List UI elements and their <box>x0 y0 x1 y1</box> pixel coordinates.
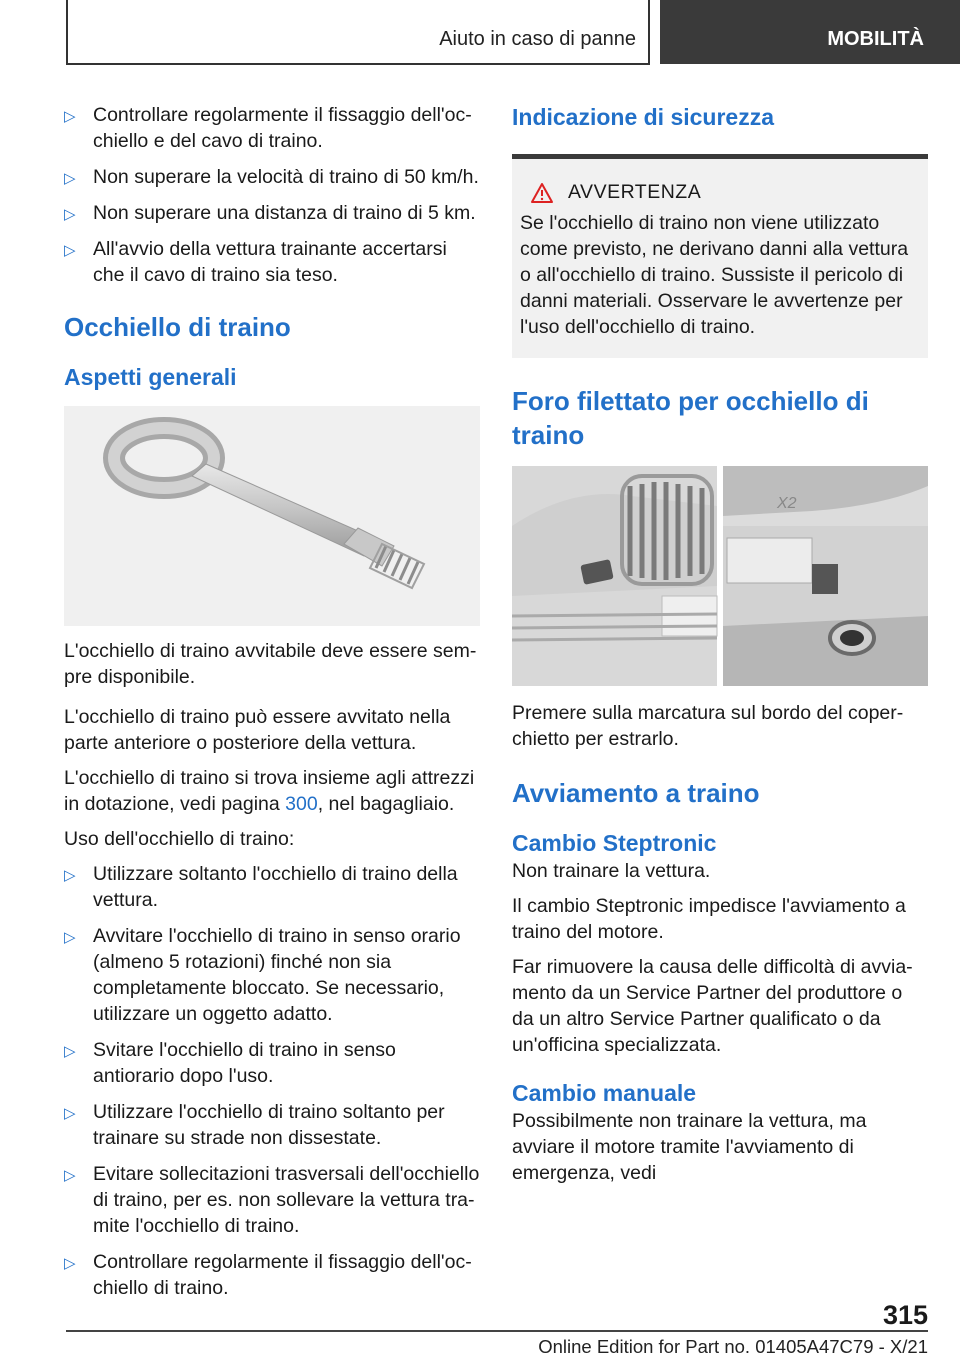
triangle-bullet-icon: ▷ <box>64 170 76 187</box>
left-column <box>64 100 480 1311</box>
footer-edition: Online Edition for Part no. 01405A47C79 - X/21 <box>538 1336 928 1357</box>
warning-header <box>520 181 920 204</box>
paragraph: Far rimuovere la causa delle difficoltà di avviamento da un Service Partner del produttore o da un altro Service Partner qualificato o da un'officina specializzata. <box>512 956 913 1056</box>
header-divider <box>648 0 650 64</box>
triangle-bullet-icon: ▷ <box>64 867 76 884</box>
list-item: ▷ Svitare l'occhiello di traino in senso antiorario dopo l'uso. <box>64 1039 396 1087</box>
list-item: ▷ Non superare una distanza di traino di 5 km. <box>64 200 480 226</box>
triangle-bullet-icon: ▷ <box>64 929 76 946</box>
paragraph: Premere sulla marcatura sul bordo del coperchietto per estrarlo. <box>512 702 904 750</box>
page-number: 315 <box>882 1300 928 1330</box>
paragraph: Uso dell'occhiello di traino: <box>64 828 295 850</box>
list-item: ▷ Evitare sollecitazioni trasversali dell'occhiello di traino, per es. non sollevare la vettura tramite l'occhiello di traino. <box>64 1163 480 1237</box>
heading-aspetti-generali: Aspetti generali <box>64 364 237 390</box>
paragraph: L'occhiello di traino avvitabile deve essere sempre disponibile. <box>64 640 477 688</box>
heading-occhiello: Occhiello di traino <box>64 312 291 342</box>
header-chapter-title: MOBILITÀ <box>827 28 924 50</box>
warning-label: AVVERTENZA <box>568 181 702 203</box>
bullet-list-usage <box>64 861 480 1301</box>
bullet-list-cable <box>64 102 480 288</box>
page-link[interactable]: 300 <box>285 793 318 815</box>
triangle-bullet-icon: ▷ <box>64 1167 76 1184</box>
triangle-bullet-icon: ▷ <box>64 1043 76 1060</box>
warning-box <box>512 154 928 358</box>
triangle-bullet-icon: ▷ <box>64 206 76 223</box>
list-item: ▷ All'avvio della vettura trainante accertarsi che il cavo di traino sia teso. <box>64 238 447 286</box>
car-bumper-icon <box>512 466 928 686</box>
heading-sicurezza: Indicazione di sicurezza <box>512 104 775 130</box>
warning-text: Se l'occhiello di traino non viene utilizzato come previsto, ne derivano danni alla vettura o all'occhiello di traino. Sussiste il pericolo di danni materiali. Osservare le avvertenze per l'uso dell'occhiello di traino. <box>520 212 909 338</box>
list-item: ▷ Controllare regolarmente il fissaggio dell'occhiello e del cavo di traino. <box>64 104 472 152</box>
triangle-bullet-icon: ▷ <box>64 1255 76 1272</box>
list-item: ▷ Utilizzare l'occhiello di traino soltanto per trainare su strade non dissestate. <box>64 1101 445 1149</box>
footer-rule <box>66 1330 928 1332</box>
header-bottom-rule <box>66 63 650 65</box>
heading-avviamento-traino: Avviamento a traino <box>512 778 760 808</box>
paragraph: Non trainare la vettura. <box>512 860 711 882</box>
list-item: ▷ Avvitare l'occhiello di traino in senso orario (almeno 5 rotazioni) finché non sia completamente bloccato. Se necessario, utilizzare un oggetto adatto. <box>64 925 461 1025</box>
tow-eye-icon <box>64 406 480 626</box>
paragraph: Il cambio Steptronic impedisce l'avviamento a traino del motore. <box>512 895 906 943</box>
paragraph: Possibilmente non trainare la vettura, ma avviare il motore tramite l'avviamento di emergenza, vedi <box>512 1110 867 1184</box>
header-chapter-tab <box>660 0 960 64</box>
tow-eye-illustration <box>64 406 480 626</box>
header-left-rule <box>66 0 68 64</box>
right-column <box>512 100 928 1195</box>
header-section-title: Aiuto in caso di panne <box>439 28 636 50</box>
heading-cambio-manuale: Cambio manuale <box>512 1080 697 1106</box>
paragraph: L'occhiello di traino può essere avvitato nella parte anteriore o posteriore della vettura. <box>64 706 451 754</box>
car-badge-text: X2 <box>777 495 797 512</box>
triangle-bullet-icon: ▷ <box>64 108 76 125</box>
triangle-bullet-icon: ▷ <box>64 1105 76 1122</box>
car-photo <box>512 466 928 686</box>
list-item: ▷ Non superare la velocità di traino di 50 km/h. <box>64 164 480 190</box>
warning-triangle-icon <box>530 182 554 204</box>
list-item: ▷ Utilizzare soltanto l'occhiello di traino della vettura. <box>64 863 458 911</box>
heading-foro-filettato: Foro filettato per occhiello di traino <box>512 386 869 450</box>
triangle-bullet-icon: ▷ <box>64 242 76 259</box>
list-item: ▷ Controllare regolarmente il fissaggio dell'occhiello di traino. <box>64 1251 472 1299</box>
heading-steptronic: Cambio Steptronic <box>512 830 717 856</box>
paragraph: L'occhiello di traino si trova insieme agli attrezzi in dotazione, vedi pagina 300, nel bagagliaio. <box>64 767 475 815</box>
